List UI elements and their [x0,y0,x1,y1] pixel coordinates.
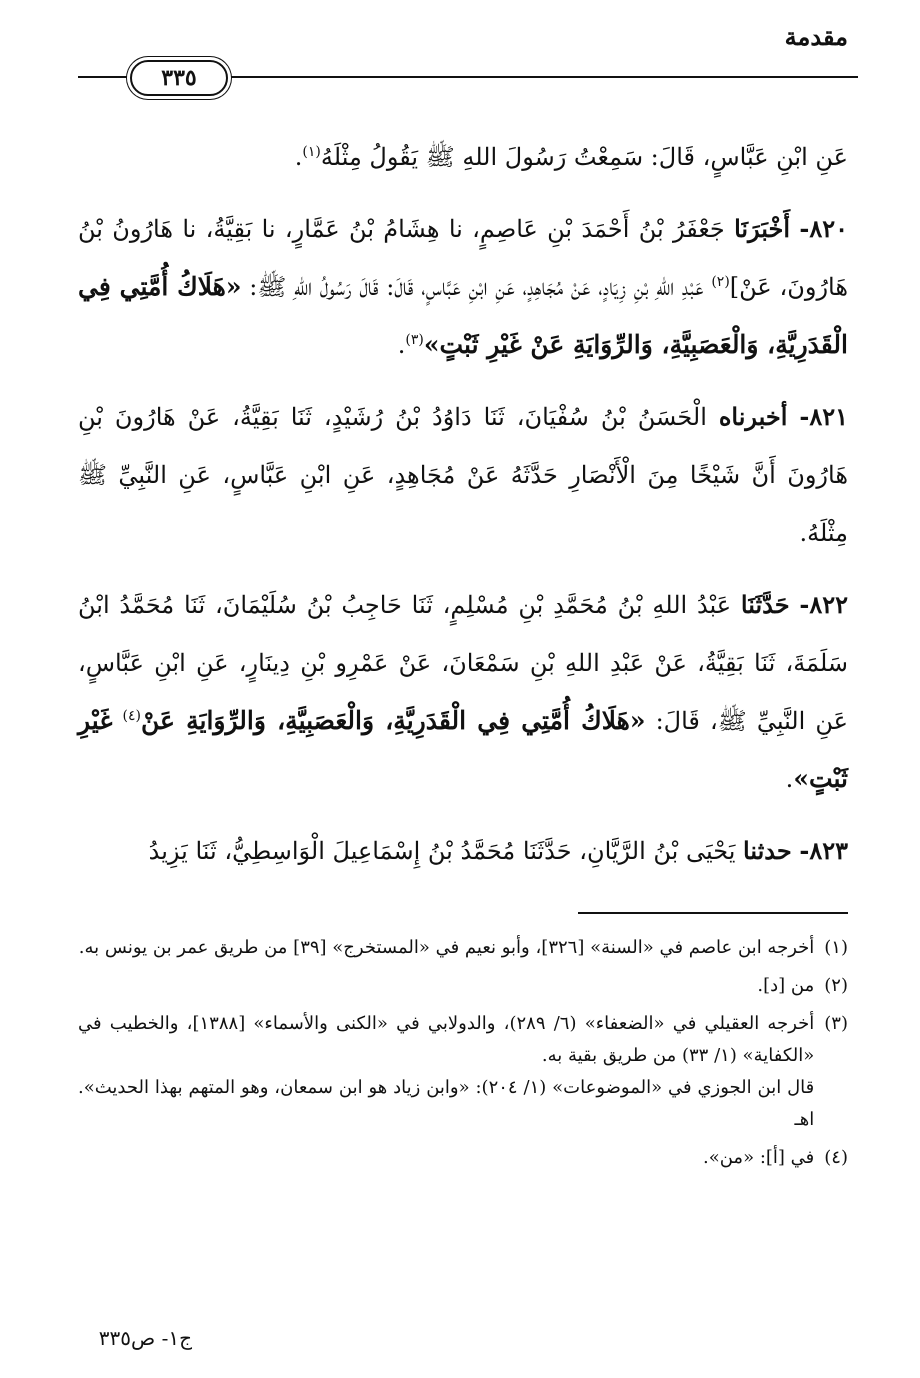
footnote-text-extra: قال ابن الجوزي في «الموضوعات» (١/ ٢٠٤): «وابن زياد هو ابن سمعان، وهو المتهم بهذا الحديث». اهـ [78,1077,815,1130]
footnote-ref-1: (١) [302,144,321,160]
running-header-title: مقدمة [784,22,848,51]
footnote-text: أخرجه ابن عاصم في «السنة» [٣٢٦]، وأبو نعيم في «المستخرج» [٣٩] من طريق عمر بن يونس به. [78,937,815,958]
isnad-text: عَبْدِ اللهِ بْنِ زِيَادٍ، عَنْ مُجَاهِدٍ، عَنِ ابْنِ عَبَّاسٍ، قَالَ: قَالَ رَسُولُ اللهِ ﷺ: [249,273,704,301]
footnote-ref-4: (٤) [122,708,141,724]
footnotes [78,932,848,1180]
footnote-text: من [د]. [757,975,815,996]
transmission-word: حدثنا [743,836,792,865]
footnote-number: (٤) [824,1147,848,1168]
footnote-1 [78,932,848,964]
isnad-text: الْحَسَنُ بْنُ سُفْيَانَ، ثَنَا دَاوُدُ بْنُ رُشَيْدٍ، ثَنَا بَقِيَّةُ، عَنْ هَارُونَ بْنِ هَارُونَ أَنَّ شَيْخًا مِنَ الْأَنْصَارِ حَدَّثَهُ عَنْ مُجَاهِدٍ، عَنِ ابْنِ عَبَّاسٍ، عَنِ النَّبِيِّ ﷺ مِثْلَهُ. [78,403,848,547]
transmission-word: أَخْبَرَنَا [734,214,791,243]
main-text [78,128,848,894]
footnote-4 [78,1142,848,1174]
volume-page-reference: ج١- ص٣٣٥ [98,1326,192,1350]
footnote-separator [578,912,848,914]
text: عَنِ ابْنِ عَبَّاسٍ، قَالَ: سَمِعْتُ رَسُولَ اللهِ ﷺ يَقُولُ مِثْلَهُ [320,143,848,171]
page-number-badge: ٣٣٥ [130,60,228,96]
hadith-number: ٨٢١- [799,402,848,431]
footnote-text: في [أ]: «من». [703,1147,815,1168]
transmission-word: حَدَّثَنَا [740,590,790,619]
hadith-822 [78,576,848,808]
period: . [397,331,406,359]
footnote-number: (٣) [824,1013,848,1034]
footnote-ref-2: (٢) [711,274,730,290]
footnote-2 [78,970,848,1002]
hadith-number: ٨٢٣- [799,836,848,865]
transmission-word: أخبرناه [718,402,788,431]
isnad-text: يَحْيَى بْنُ الرَّيَّانِ، حَدَّثَنَا مُحَمَّدُ بْنُ إِسْمَاعِيلَ الْوَاسِطِيُّ، ثَنَا يَزِيدُ [148,837,736,865]
hadith-823 [78,822,848,880]
paragraph-continuation [78,128,848,186]
hadith-matn: «هَلَاكُ أُمَّتِي فِي الْقَدَرِيَّةِ، وَالْعَصَبِيَّةِ، وَالرِّوَايَةِ عَنْ غَيْرِ ثَبْتٍ» [78,272,848,359]
footnote-text: أخرجه العقيلي في «الضعفاء» (٦/ ٢٨٩)، والدولابي في «الكنى والأسماء» [١٣٨٨]، والخطيب في «الكفاية» (١/ ٣٣) من طريق بقية به. [78,1013,815,1066]
isnad-text: جَعْفَرُ بْنُ أَحْمَدَ بْنِ عَاصِمٍ، نا هِشَامُ بْنُ عَمَّارٍ، نا بَقِيَّةُ، نا هَارُونُ بْنُ هَارُونَ، عَنْ] [78,215,848,301]
hadith-number: ٨٢٢- [799,590,848,619]
hadith-number: ٨٢٠- [799,214,848,243]
period: . [294,143,303,171]
footnote-ref-3: (٣) [405,332,424,348]
footnote-text-block [78,1008,814,1136]
period: . [785,765,794,793]
footnote-number: (٢) [824,975,848,996]
hadith-matn-end: غَيْرِ ثَبْتٍ» [78,706,848,793]
footnote-3 [78,1008,848,1136]
footnote-number: (١) [824,937,848,958]
isnad-text: عَبْدُ اللهِ بْنُ مُحَمَّدِ بْنِ مُسْلِمٍ، ثَنَا حَاجِبُ بْنُ سُلَيْمَانَ، ثَنَا مُحَمَّدُ ابْنُ سَلَمَةَ، ثَنَا بَقِيَّةُ، عَنْ عَبْدِ اللهِ بْنِ سَمْعَانَ، عَنْ عَمْرِو بْنِ دِينَارٍ، عَنِ ابْنِ عَبَّاسٍ، عَنِ النَّبِيِّ ﷺ، قَالَ: [78,591,848,735]
hadith-820 [78,200,848,374]
hadith-matn: «هَلَاكُ أُمَّتِي فِي الْقَدَرِيَّةِ، وَالْعَصَبِيَّةِ، وَالرِّوَايَةِ عَنْ [141,706,646,735]
hadith-821 [78,388,848,562]
